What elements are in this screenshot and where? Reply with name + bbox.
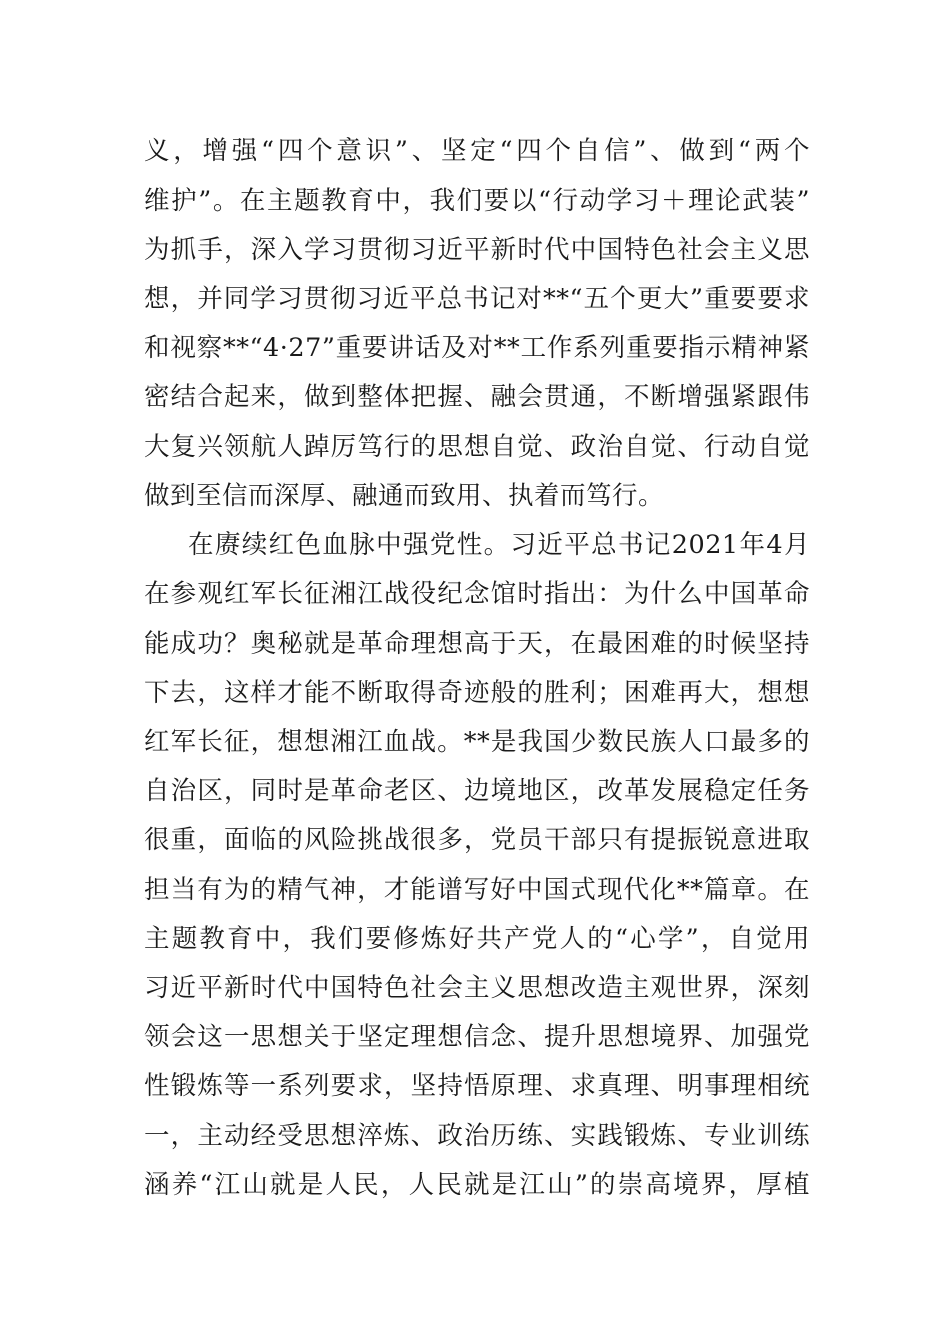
- text-line: 想，并同学习贯彻习近平总书记对**“五个更大”重要要求: [144, 284, 810, 314]
- text-line: 自治区，同时是革命老区、边境地区，改革发展稳定任务: [144, 776, 810, 806]
- text-line: 习近平新时代中国特色社会主义思想改造主观世界，深刻: [144, 973, 810, 1003]
- text-line: 下去，这样才能不断取得奇迹般的胜利；困难再大，想想: [144, 678, 810, 708]
- text-line: 和视察**“4·27”重要讲话及对**工作系列重要指示精神紧: [144, 333, 810, 363]
- text-line: 大复兴领航人踔厉笃行的思想自觉、政治自觉、行动自觉: [144, 432, 810, 462]
- text-line: 领会这一思想关于坚定理想信念、提升思想境界、加强党: [144, 1022, 810, 1052]
- text-line: 主题教育中，我们要修炼好共产党人的“心学”，自觉用: [144, 924, 810, 954]
- text-line: 为抓手，深入学习贯彻习近平新时代中国特色社会主义思: [144, 235, 810, 265]
- text-line: 性锻炼等一系列要求，坚持悟原理、求真理、明事理相统: [144, 1071, 810, 1101]
- text-line: 密结合起来，做到整体把握、融会贯通，不断增强紧跟伟: [144, 382, 810, 412]
- text-line: 担当有为的精气神，才能谱写好中国式现代化**篇章。在: [144, 875, 810, 905]
- paragraph-first-line: 在赓续红色血脉中强党性。习近平总书记2021年4月: [188, 530, 810, 560]
- text-line: 红军长征，想想湘江血战。**是我国少数民族人口最多的: [144, 727, 810, 757]
- text-line: 涵养“江山就是人民，人民就是江山”的崇高境界，厚植: [144, 1170, 810, 1200]
- text-line: 义，增强“四个意识”、坚定“四个自信”、做到“两个: [144, 136, 810, 166]
- paragraph-end-line: 做到至信而深厚、融通而致用、执着而笃行。: [144, 481, 665, 511]
- text-line: 很重，面临的风险挑战很多，党员干部只有提振锐意进取: [144, 825, 810, 855]
- text-line: 一，主动经受思想淬炼、政治历练、实践锻炼、专业训练: [144, 1121, 810, 1151]
- text-line: 能成功？奥秘就是革命理想高于天，在最困难的时候坚持: [144, 629, 810, 659]
- text-line: 在参观红军长征湘江战役纪念馆时指出：为什么中国革命: [144, 579, 810, 609]
- text-line: 维护”。在主题教育中，我们要以“行动学习＋理论武装”: [144, 186, 810, 216]
